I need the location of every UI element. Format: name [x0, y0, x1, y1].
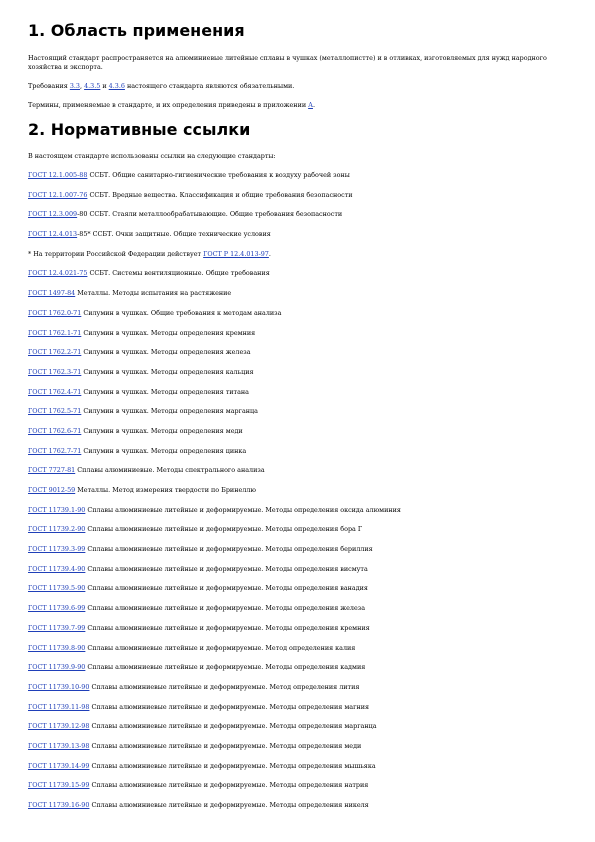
- link-4-3-5[interactable]: 4.3.5: [84, 82, 101, 90]
- reference-title: Сплавы алюминиевые литейные и деформируемые. Метод определения лития: [89, 682, 360, 691]
- reference-title: Силумин в чушках. Методы определения титана: [81, 387, 249, 396]
- reference-item: [28, 545, 567, 555]
- reference-title: ССБТ. Вредные вещества. Классификация и общие требования безопасности: [87, 190, 353, 199]
- standard-link[interactable]: ГОСТ 11739.7-99: [28, 623, 86, 632]
- reference-title: Сплавы алюминиевые литейные и деформируемые. Методы определения бериллия: [85, 545, 373, 554]
- text: настоящего стандарта являются обязательными.: [124, 82, 295, 90]
- reference-item: [28, 604, 567, 614]
- reference-item: [28, 486, 567, 496]
- standard-link[interactable]: ГОСТ 1497-84: [28, 289, 76, 298]
- text: .: [312, 101, 316, 109]
- reference-item: [28, 250, 567, 260]
- reference-title: Сплавы алюминиевые литейные и деформируемые. Методы определения висмута: [85, 564, 368, 573]
- standard-link[interactable]: ГОСТ 11739.9-90: [28, 663, 86, 672]
- standard-link[interactable]: ГОСТ 11739.5-90: [28, 584, 86, 593]
- standard-link[interactable]: ГОСТ 7727-81: [28, 466, 76, 475]
- reference-item: [28, 644, 567, 654]
- text: и: [100, 82, 109, 90]
- standard-link[interactable]: ГОСТ 1762.7-71: [28, 446, 82, 455]
- reference-title: Силумин в чушках. Методы определения меди: [81, 426, 243, 435]
- standard-link[interactable]: ГОСТ 11739.8-90: [28, 643, 86, 652]
- standard-link[interactable]: ГОСТ 1762.4-71: [28, 387, 82, 396]
- reference-title: Сплавы алюминиевые литейные и деформируемые. Методы определения меди: [89, 741, 362, 750]
- reference-item: [28, 289, 567, 299]
- reference-title: Сплавы алюминиевые литейные и деформируемые. Методы определения бора Г: [85, 525, 363, 534]
- standard-link[interactable]: ГОСТ 12.1.005-88: [28, 171, 88, 179]
- standard-link[interactable]: ГОСТ Р 12.4.013-97: [203, 249, 269, 258]
- standard-link[interactable]: ГОСТ 1762.2-71: [28, 348, 82, 357]
- reference-item: [28, 506, 567, 516]
- reference-item: [28, 269, 567, 279]
- standard-link[interactable]: ГОСТ 1762.1-71: [28, 328, 82, 337]
- reference-title: Сплавы алюминиевые. Методы спектрального анализа: [75, 466, 265, 475]
- reference-title: Силумин в чушках. Методы определения цинка: [81, 446, 247, 455]
- link-4-3-6[interactable]: 4.3.6: [108, 82, 125, 90]
- requirements-paragraph: [28, 82, 567, 91]
- reference-title: Силумин в чушках. Методы определения марганца: [81, 407, 258, 416]
- references-intro: В настоящем стандарте использованы ссылки на следующие стандарты:: [28, 152, 276, 160]
- reference-item: [28, 309, 567, 319]
- text: Требования: [28, 82, 70, 90]
- reference-item: [28, 466, 567, 476]
- reference-title: ССБТ. Системы вентиляционные. Общие требования: [87, 269, 270, 278]
- reference-title: Сплавы алюминиевые литейные и деформируемые. Методы определения мышьяка: [89, 761, 376, 770]
- link-3-3[interactable]: 3.3: [69, 82, 80, 90]
- standard-link[interactable]: ГОСТ 1762.5-71: [28, 407, 82, 416]
- reference-title: Сплавы алюминиевые литейные и деформируемые. Методы определения кадмия: [85, 663, 366, 672]
- reference-item: [28, 348, 567, 358]
- reference-item: [28, 230, 567, 240]
- reference-title: Силумин в чушках. Методы определения кремния: [81, 328, 256, 337]
- reference-item: [28, 683, 567, 693]
- standard-link[interactable]: ГОСТ 11739.15-99: [28, 781, 90, 790]
- reference-title: Сплавы алюминиевые литейные и деформируемые. Методы определения натрия: [89, 781, 369, 790]
- reference-item: [28, 762, 567, 772]
- standard-link[interactable]: ГОСТ 1762.6-71: [28, 426, 82, 435]
- standard-link[interactable]: ГОСТ 11739.11-98: [28, 702, 90, 711]
- standard-link[interactable]: ГОСТ 1762.3-71: [28, 367, 82, 376]
- reference-title: ССБТ. Общие санитарно-гигиенические требования к воздуху рабочей зоны: [87, 171, 350, 179]
- reference-item: [28, 584, 567, 594]
- reference-item: [28, 742, 567, 752]
- reference-title: Сплавы алюминиевые литейные и деформируемые. Методы определения кремния: [85, 623, 370, 632]
- standard-link[interactable]: ГОСТ 11739.16-90: [28, 801, 90, 809]
- reference-title: Металлы. Методы испытания на растяжение: [75, 289, 232, 298]
- standard-link[interactable]: ГОСТ 12.4.021-75: [28, 269, 88, 278]
- terms-paragraph: [28, 101, 567, 110]
- reference-item: [28, 565, 567, 575]
- reference-item: [28, 171, 567, 181]
- standard-link[interactable]: ГОСТ 9012-59: [28, 486, 76, 494]
- references-list: [28, 171, 567, 811]
- reference-item: [28, 722, 567, 732]
- standard-link[interactable]: ГОСТ 11739.14-99: [28, 761, 90, 770]
- reference-title: -85* ССБТ. Очки защитные. Общие технические условия: [77, 230, 271, 239]
- reference-item: [28, 407, 567, 417]
- standard-link[interactable]: ГОСТ 12.3.009: [28, 210, 78, 219]
- reference-note-text: * На территории Российской Федерации действует: [28, 249, 204, 258]
- reference-title: Силумин в чушках. Общие требования к методам анализа: [81, 308, 282, 317]
- reference-title: Сплавы алюминиевые литейные и деформируемые. Методы определения оксида алюминия: [85, 505, 401, 514]
- standard-link[interactable]: ГОСТ 11739.4-90: [28, 564, 86, 573]
- reference-item: [28, 447, 567, 457]
- reference-item: [28, 663, 567, 673]
- standard-link[interactable]: ГОСТ 11739.6-99: [28, 604, 86, 613]
- reference-item: [28, 191, 567, 201]
- reference-title: Силумин в чушках. Методы определения железа: [81, 348, 251, 357]
- reference-title: Сплавы алюминиевые литейные и деформируемые. Методы определения никеля: [89, 801, 369, 809]
- reference-title: Сплавы алюминиевые литейные и деформируемые. Методы определения магния: [89, 702, 370, 711]
- reference-item: [28, 525, 567, 535]
- reference-item: [28, 427, 567, 437]
- reference-item: [28, 388, 567, 398]
- link-appendix-a[interactable]: А: [308, 101, 313, 109]
- standard-link[interactable]: ГОСТ 12.1.007-76: [28, 190, 88, 199]
- reference-item: [28, 368, 567, 378]
- text: ,: [80, 82, 85, 90]
- standard-link[interactable]: ГОСТ 11739.12-98: [28, 722, 90, 731]
- standard-link[interactable]: ГОСТ 11739.1-90: [28, 505, 86, 514]
- standard-link[interactable]: ГОСТ 11739.2-90: [28, 525, 86, 534]
- scope-paragraph: Настоящий стандарт распространяется на алюминиевые литейные сплавы в чушках (металлопистте) и в отливках, изготовляемых для нужд народного хозяйства и экспорта.: [28, 54, 547, 71]
- reference-item: [28, 624, 567, 634]
- reference-title: -80 ССБТ. Стаяли металлообрабатывающие. Общие требования безопасности: [77, 210, 343, 219]
- reference-item: [28, 329, 567, 339]
- reference-item: [28, 703, 567, 713]
- reference-title: Металлы. Метод измерения твердости по Бринеллю: [75, 486, 256, 494]
- reference-item: [28, 210, 567, 220]
- reference-title: Сплавы алюминиевые литейные и деформируемые. Метод определения калия: [85, 643, 356, 652]
- reference-item: [28, 781, 567, 791]
- standard-link[interactable]: ГОСТ 12.4.013: [28, 230, 78, 239]
- standard-link[interactable]: ГОСТ 11739.13-98: [28, 741, 90, 750]
- standard-link[interactable]: ГОСТ 11739.10-90: [28, 682, 90, 691]
- standard-link[interactable]: ГОСТ 11739.3-99: [28, 545, 86, 554]
- standard-link[interactable]: ГОСТ 1762.0-71: [28, 308, 82, 317]
- reference-title: .: [268, 249, 271, 258]
- section-1-title: 1. Область применения: [28, 21, 245, 40]
- section-2-title: 2. Нормативные ссылки: [28, 120, 251, 139]
- text: Термины, применяемые в стандарте, и их определения приведены в приложении: [28, 101, 309, 109]
- reference-title: Сплавы алюминиевые литейные и деформируемые. Методы определения железа: [85, 604, 366, 613]
- reference-title: Сплавы алюминиевые литейные и деформируемые. Методы определения ванадия: [85, 584, 368, 593]
- reference-title: Силумин в чушках. Методы определения кальция: [81, 367, 254, 376]
- reference-title: Сплавы алюминиевые литейные и деформируемые. Методы определения марганца: [89, 722, 377, 731]
- reference-item: [28, 801, 567, 811]
